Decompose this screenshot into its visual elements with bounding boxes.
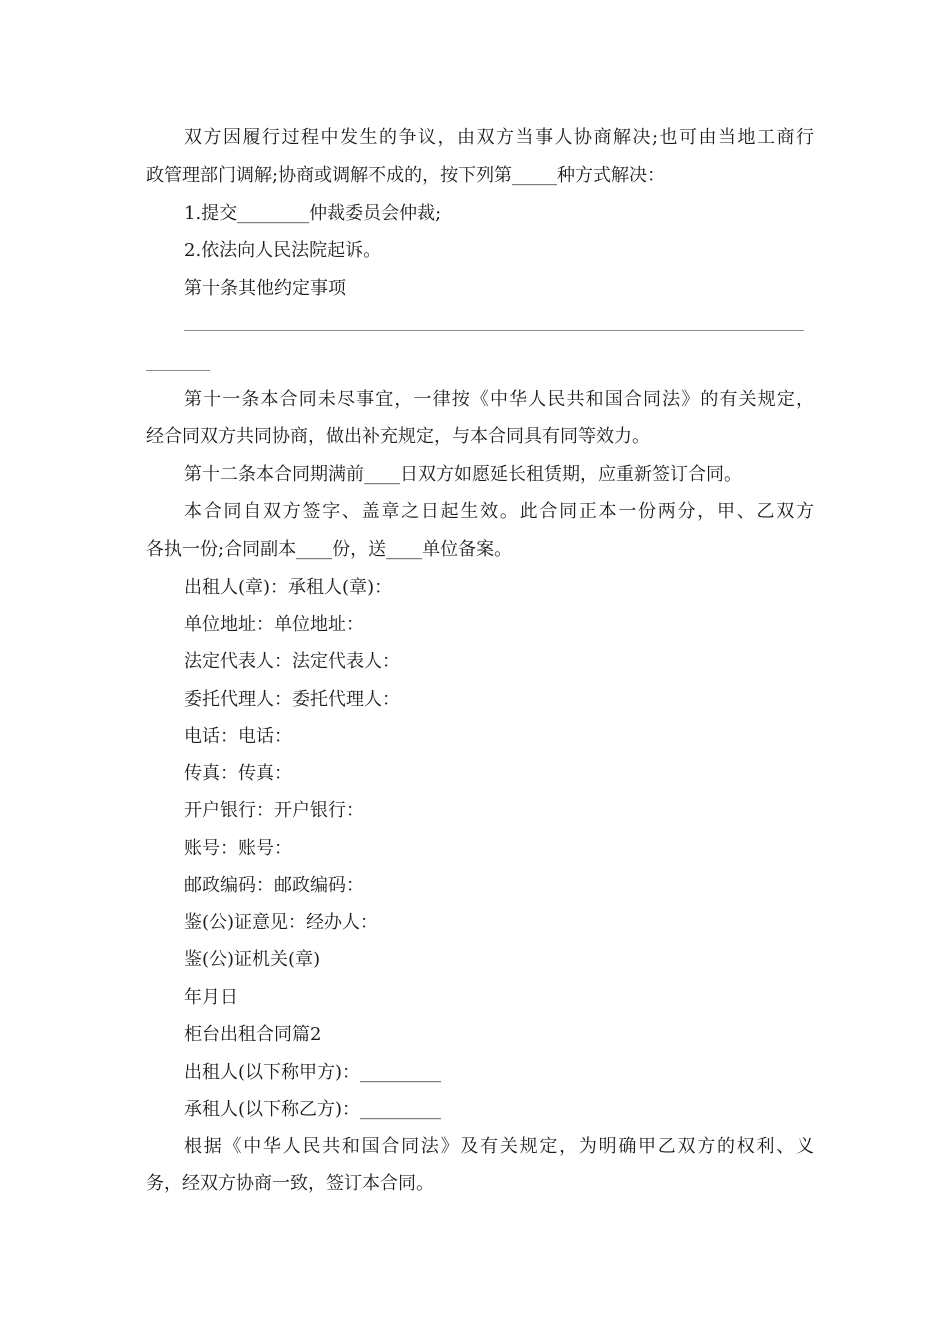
signature-address: 单位地址：单位地址： (184, 614, 364, 635)
signature-phone: 电话：电话： (184, 726, 292, 747)
party-b: 承租人(以下称乙方)：_________ (184, 1099, 442, 1120)
article-12: 第十二条本合同期满前____日双方如愿延长租赁期，应重新签订合同。 (184, 464, 742, 485)
preamble-line2: 务，经双方协商一致，签订本合同。 (146, 1173, 434, 1194)
preamble-line1: 根据《中华人民共和国合同法》及有关规定，为明确甲乙双方的权利、义 (184, 1136, 814, 1157)
blank-line-long (184, 330, 804, 331)
signature-account: 账号：账号： (184, 838, 292, 859)
article-11-line1: 第十一条本合同未尽事宜，一律按《中华人民共和国合同法》的有关规定， (184, 389, 814, 410)
signature-legal-rep: 法定代表人：法定代表人： (184, 651, 400, 672)
paragraph-court: 2.依法向人民法院起诉。 (184, 240, 382, 261)
paragraph-arbitration: 1.提交________仲裁委员会仲裁; (184, 203, 442, 224)
article-11-line2: 经合同双方共同协商，做出补充规定，与本合同具有同等效力。 (146, 426, 650, 447)
party-a: 出租人(以下称甲方)：_________ (184, 1062, 442, 1083)
signature-bank: 开户银行：开户银行： (184, 800, 364, 821)
notary-opinion: 鉴(公)证意见：经办人： (184, 912, 379, 933)
date-line: 年月日 (184, 987, 238, 1008)
paragraph-dispute-line2: 政管理部门调解;协商或调解不成的，按下列第_____种方式解决： (146, 165, 666, 186)
signature-fax: 传真：传真： (184, 763, 292, 784)
article-10-heading: 第十条其他约定事项 (184, 278, 346, 299)
effective-clause-line1: 本合同自双方签字、盖章之日起生效。此合同正本一份两分，甲、乙双方 (184, 501, 814, 522)
signature-postcode: 邮政编码：邮政编码： (184, 875, 364, 896)
signature-lessor-lessee: 出租人(章)：承租人(章)： (184, 577, 393, 598)
paragraph-dispute-line1: 双方因履行过程中发生的争议，由双方当事人协商解决;也可由当地工商行 (184, 127, 814, 148)
notary-office: 鉴(公)证机关(章) (184, 949, 321, 970)
effective-clause-line2: 各执一份;合同副本____份，送____单位备案。 (146, 539, 513, 560)
signature-agent: 委托代理人：委托代理人： (184, 689, 400, 710)
section-heading-2: 柜台出租合同篇2 (184, 1024, 322, 1045)
blank-line-short (146, 370, 210, 371)
